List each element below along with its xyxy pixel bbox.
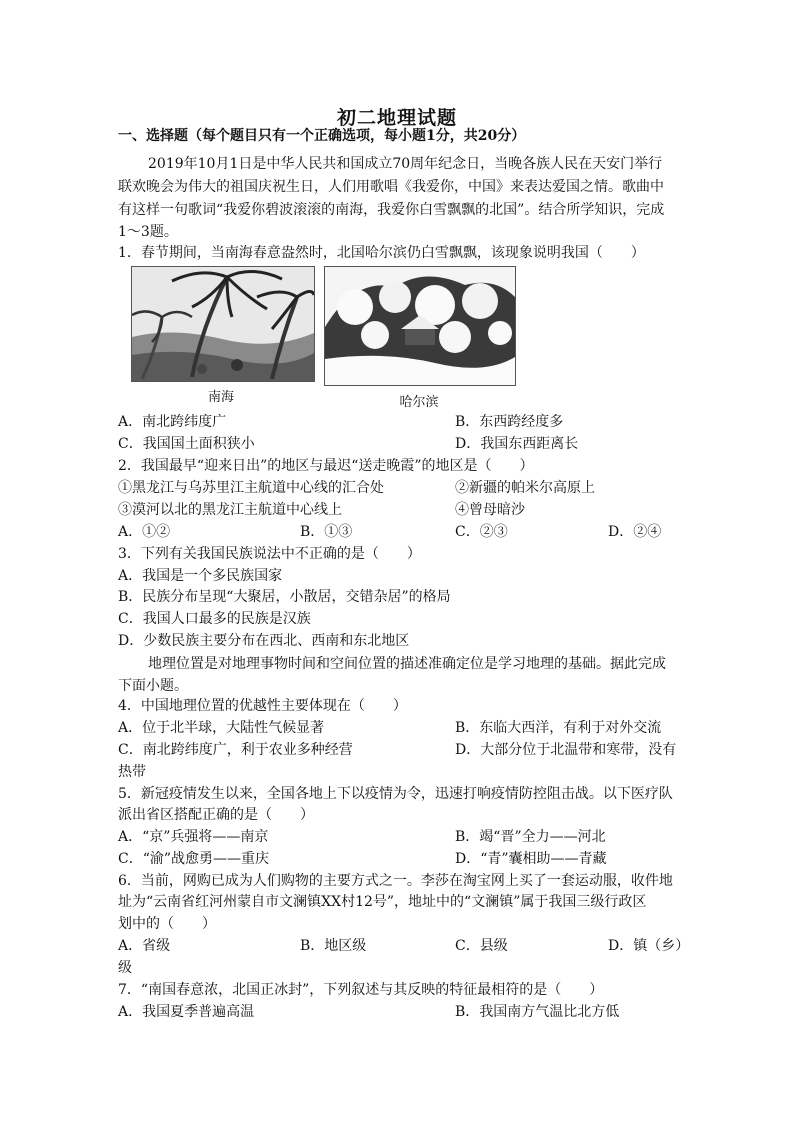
- q2-item-1: ①黑龙江与乌苏里江主航道中心线的汇合处: [118, 480, 384, 496]
- q6-stem: 址为“云南省红河州蒙自市文澜镇XX村12号”，地址中的“文澜镇”属于我国三级行政区: [118, 894, 647, 910]
- q6-option-a[interactable]: A．省级: [118, 938, 171, 954]
- q4-option-d[interactable]: D．大部分位于北温带和寒带，没有: [455, 742, 677, 758]
- q7-option-b[interactable]: B．我国南方气温比北方低: [455, 1004, 620, 1020]
- q3-option-a[interactable]: A．我国是一个多民族国家: [118, 568, 283, 584]
- q7-stem: 7．“南国春意浓，北国正冰封”，下列叙述与其反映的特征最相符的是（ ）: [118, 982, 604, 998]
- q2-item-4: ④曾母暗沙: [455, 502, 525, 518]
- intro-line: 有这样一句歌词“我爱你碧波滚滚的南海，我爱你白雪飘飘的北国”。结合所学知识，完成: [118, 202, 665, 218]
- q1-option-d[interactable]: D．我国东西距离长: [455, 436, 579, 452]
- page-title: 初二地理试题: [336, 107, 457, 129]
- south-sea-image: [131, 266, 315, 382]
- q5-option-b[interactable]: B．竭“晋”全力——河北: [455, 829, 606, 845]
- harbin-image: [324, 266, 516, 386]
- section-heading: 一、选择题（每个题目只有一个正确选项，每小题1分，共20分）: [118, 128, 526, 144]
- q4-option-b[interactable]: B．东临大西洋，有利于对外交流: [455, 720, 662, 736]
- q2-option-a[interactable]: A．①②: [118, 524, 171, 540]
- q4-option-c[interactable]: C．南北跨纬度广，利于农业多种经营: [118, 742, 353, 758]
- q1-option-b[interactable]: B．东西跨经度多: [455, 414, 564, 430]
- caption-south-sea: 南海: [207, 390, 234, 405]
- q1-option-c[interactable]: C．我国国土面积狭小: [118, 436, 255, 452]
- caption-harbin: 哈尔滨: [399, 395, 439, 410]
- q5-option-a[interactable]: A．“京”兵强将——南京: [118, 829, 269, 845]
- q1-stem: 1．春节期间，当南海春意盎然时，北国哈尔滨仍白雪飘飘，该现象说明我国（ ）: [118, 245, 645, 261]
- q6-option-b[interactable]: B．地区级: [300, 938, 367, 954]
- q5-stem: 5．新冠疫情发生以来，全国各地上下以疫情为令，迅速打响疫情防控阻击战。以下医疗队: [118, 786, 673, 802]
- q6-stem: 划中的（ ）: [118, 916, 216, 932]
- intro-line: 1～3题。: [118, 224, 178, 240]
- q2-option-b[interactable]: B．①③: [300, 524, 353, 540]
- q5-stem: 派出省区搭配正确的是（ ）: [118, 807, 314, 823]
- intro2-line: 下面小题。: [118, 678, 188, 694]
- q5-option-d[interactable]: D．“青”囊相助——青藏: [455, 851, 607, 867]
- q6-option-d[interactable]: D．镇（乡）: [608, 938, 690, 954]
- q2-option-c[interactable]: C．②③: [455, 524, 508, 540]
- q3-option-d[interactable]: D．少数民族主要分布在西北、西南和东北地区: [118, 633, 410, 649]
- q6-stem: 6．当前，网购已成为人们购物的主要方式之一。李莎在淘宝网上买了一套运动服，收件地: [118, 873, 673, 889]
- q1-option-a[interactable]: A．南北跨纬度广: [118, 414, 227, 430]
- q3-option-b[interactable]: B．民族分布呈现“大聚居，小散居，交错杂居”的格局: [118, 589, 451, 605]
- q5-option-c[interactable]: C．“渝”战愈勇——重庆: [118, 851, 270, 867]
- q2-stem: 2．我国最早“迎来日出”的地区与最迟“送走晚霞”的地区是（ ）: [118, 458, 534, 474]
- intro-line: 2019年10月1日是中华人民共和国成立70周年纪念日，当晚各族人民在天安门举行: [148, 156, 663, 172]
- snow-forest-illustration: [325, 267, 515, 385]
- q4-option-a[interactable]: A．位于北半球，大陆性气候显著: [118, 720, 325, 736]
- q3-stem: 3．下列有关我国民族说法中不正确的是（ ）: [118, 546, 421, 562]
- q3-option-c[interactable]: C．我国人口最多的民族是汉族: [118, 611, 311, 627]
- palm-beach-illustration: [132, 267, 314, 381]
- q7-option-a[interactable]: A．我国夏季普遍高温: [118, 1004, 255, 1020]
- q2-item-2: ②新疆的帕米尔高原上: [455, 480, 595, 496]
- q6-option-d-continued: 级: [118, 960, 132, 976]
- intro2-line: 地理位置是对地理事物时间和空间位置的描述准确定位是学习地理的基础。据此完成: [148, 656, 666, 672]
- intro-line: 联欢晚会为伟大的祖国庆祝生日，人们用歌唱《我爱你，中国》来表达爱国之情。歌曲中: [118, 179, 664, 195]
- q2-option-d[interactable]: D．②④: [608, 524, 662, 540]
- q4-option-d-continued: 热带: [118, 764, 146, 780]
- q6-option-c[interactable]: C．县级: [455, 938, 508, 954]
- q4-stem: 4．中国地理位置的优越性主要体现在（ ）: [118, 698, 407, 714]
- q2-item-3: ③漠河以北的黑龙江主航道中心线上: [118, 502, 342, 518]
